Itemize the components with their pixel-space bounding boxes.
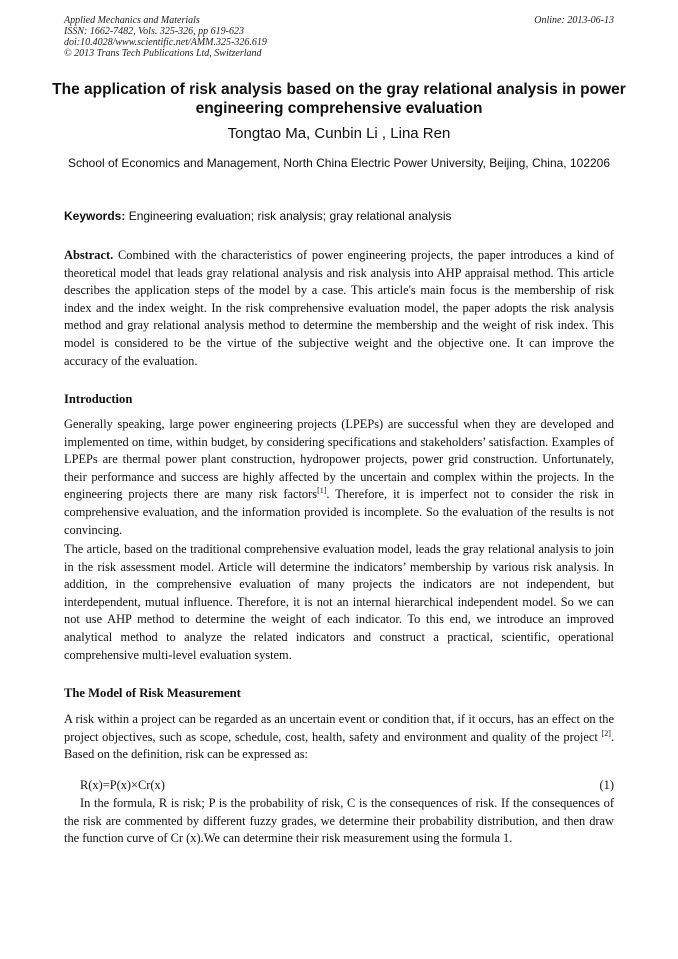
introduction-paragraph-2: The article, based on the traditional comprehensive evaluation model, leads the gray relational analysis to join in the risk assessment model. Article will determine the indicators’ membership by various risk analysis. In addition, in the comprehensive evaluation of many projects the indicators are not independent, but interdependent, mutual influence. Therefore, it is not an internal hierarchical independent model. So we can not use AHP method to determine the weight of each indicator. To this end, we introduce an improved analytical method to analyze the related indicators and construct a practical, scientific, operational comprehensive multi-level evaluation system.: [64, 542, 614, 662]
issn-line: ISSN: 1662-7482, Vols. 325-326, pp 619-623: [64, 26, 244, 37]
citation-2: [2]: [601, 728, 611, 738]
model-heading: The Model of Risk Measurement: [64, 686, 241, 700]
abstract-label: Abstract.: [64, 248, 114, 262]
paper-title: The application of risk analysis based on the gray relational analysis in power engineering comprehensive evaluation: [52, 81, 626, 117]
equation-text: R(x)=P(x)×Cr(x): [80, 778, 165, 792]
journal-name: Applied Mechanics and Materials: [64, 15, 200, 26]
model-p1-text: A risk within a project can be regarded as an uncertain event or condition that, if it occurs, has an effect on the project objectives, such as scope, schedule, cost, health, safety and environment and quality of the project: [64, 712, 614, 744]
introduction-p1-text: Generally speaking, large power engineering projects (LPEPs) are successful when they are developed and implemented on time, within budget, by considering specifications and stakeholders’ satisfaction. Examples of LPEPs are thermal power plant construction, hydropower projects, power grid construction. Unfortunately, their performance and success are highly affected by the uncertain and complex within the projects. In the engineering projects there are many risk factors: [64, 417, 614, 502]
keywords-text: Engineering evaluation; risk analysis; gray relational analysis: [125, 209, 452, 223]
model-paragraph-2: In the formula, R is risk; P is the probability of risk, C is the consequences of risk. If the consequences of the risk are commented by different fuzzy grades, we determine their probability distribution, and then draw the function curve of Cr (x).We can determine their risk measurement using the formula 1.: [64, 796, 614, 846]
online-date: Online: 2013-06-13: [534, 15, 614, 26]
equation-1: [80, 778, 614, 793]
authors: Tongtao Ma, Cunbin Li , Lina Ren: [227, 125, 451, 142]
journal-header: [64, 15, 614, 59]
affiliation: School of Economics and Management, North China Electric Power University, Beijing, China, 102206: [67, 156, 611, 170]
equation-number: (1): [599, 778, 614, 792]
doi-line: doi:10.4028/www.scientific.net/AMM.325-326.619: [64, 37, 267, 48]
introduction-heading: Introduction: [64, 392, 133, 406]
keywords-label: Keywords:: [64, 209, 126, 223]
keywords: [64, 209, 614, 223]
model-p1-text-cont: . Based on the definition, risk can be expressed as:: [64, 729, 614, 762]
citation-1: [1]: [317, 486, 327, 496]
copyright-line: © 2013 Trans Tech Publications Ltd, Switzerland: [64, 48, 262, 59]
introduction-p1-text-cont: . Therefore, it is imperfect not to consider the risk in comprehensive evaluation, and the information provided is incomplete. So the evaluation of the results is not convincing.: [64, 487, 614, 537]
abstract: [64, 247, 614, 370]
introduction-paragraph-1: [64, 416, 614, 539]
abstract-text: Combined with the characteristics of power engineering projects, the paper introduces a kind of theoretical model that leads gray relational analysis and risk analysis into AHP appraisal method. This article describes the application steps of the model by a case. This article's main focus is the membership of risk index and the index weight. In the risk comprehensive evaluation model, the paper adopts the risk analysis method and gray relational analysis method to determine the membership and the weight of risk index. This model is considered to be the virtue of the subjective weight and the objective one. It can improve the accuracy of the evaluation.: [64, 248, 614, 368]
model-paragraph-1: [64, 711, 614, 764]
